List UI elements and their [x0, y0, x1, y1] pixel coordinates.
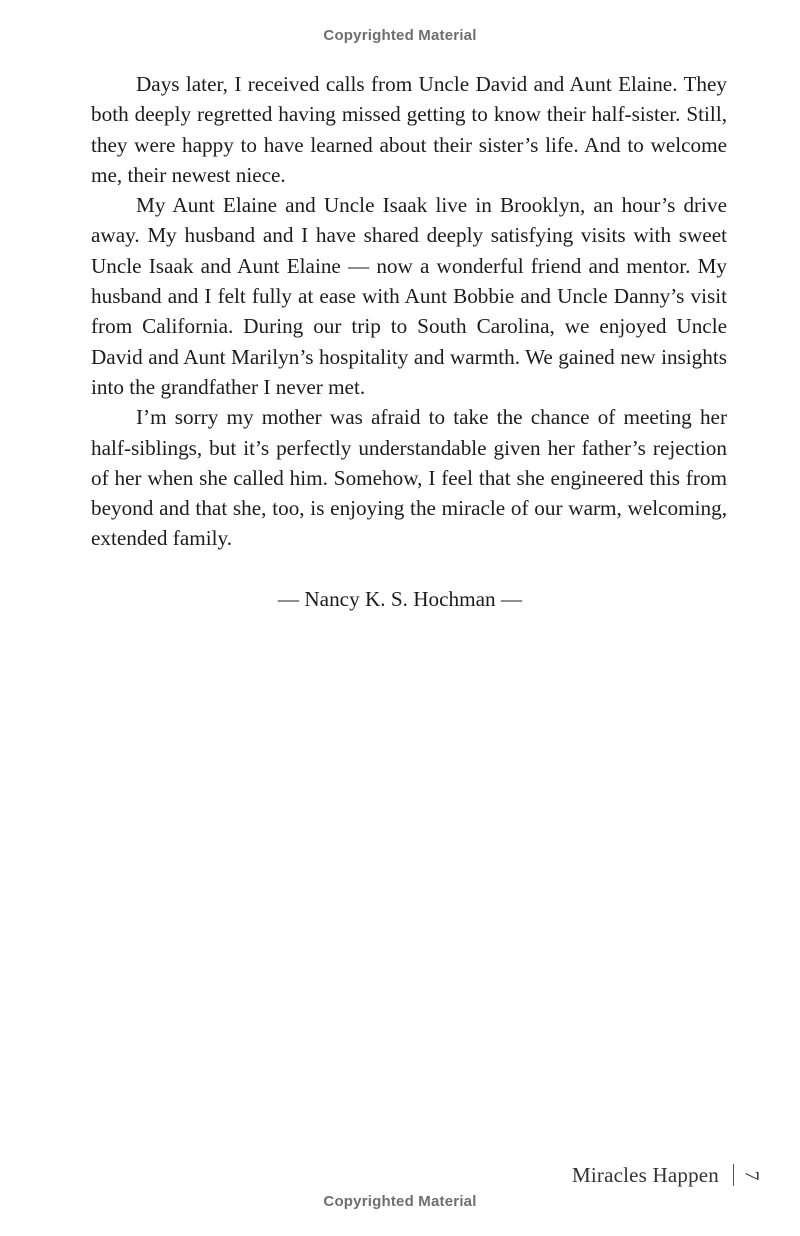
story-paragraph-3: I’m sorry my mother was afraid to take the chance of meeting her half-siblings, but it’s perfectly understandable given her father’s rejection of her when she called him. Somehow, I feel that she engineered this from beyond and that she, too, is enjoying the miracle of our warm, welcoming, extended family.	[91, 405, 727, 551]
copyright-watermark-bottom: Copyrighted Material	[323, 1193, 477, 1210]
page-footer	[571, 1160, 763, 1190]
footer-divider	[733, 1164, 734, 1186]
page-number: 7	[740, 1170, 763, 1180]
story-paragraph-2: My Aunt Elaine and Uncle Isaak live in Brooklyn, an hour’s drive away. My husband and I have shared deeply satisfying visits with sweet Uncle Isaak and Aunt Elaine — now a wonderful friend and mentor. My husband and I felt fully at ease with Aunt Bobbie and Uncle Danny’s visit from California. During our trip to South Carolina, we enjoyed Uncle David and Aunt Marilyn’s hospitality and warmth. We gained new insights into the grandfather I never met.	[91, 193, 727, 399]
story-paragraph-1: Days later, I received calls from Uncle David and Aunt Elaine. They both deeply regretted having missed getting to know their half-sister. Still, they were happy to have learned about their sister’s life. And to welcome me, their newest niece.	[91, 72, 727, 187]
author-signature: — Nancy K. S. Hochman —	[277, 587, 523, 611]
story-body	[91, 69, 727, 554]
copyright-watermark-top: Copyrighted Material	[323, 27, 477, 44]
book-title: Miracles Happen	[571, 1162, 719, 1187]
